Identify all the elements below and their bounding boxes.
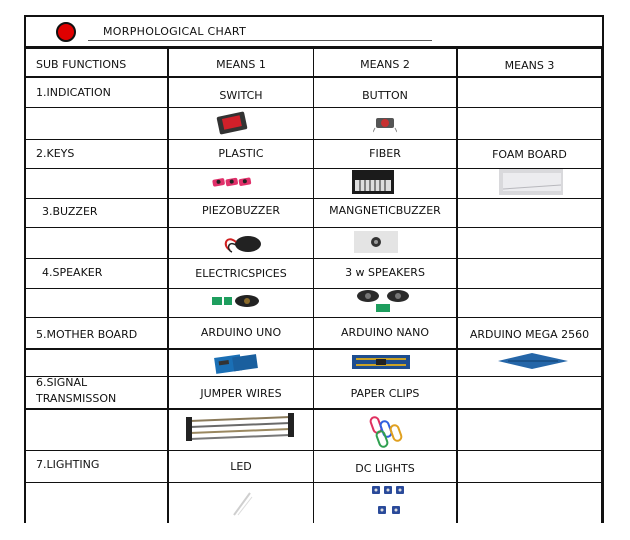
row-divider — [24, 227, 604, 228]
means-arduino-uno: ARDUINO UNO — [200, 326, 282, 339]
dc-lights-image — [370, 484, 414, 520]
push-button-image — [373, 113, 397, 133]
foam-board-image — [499, 169, 563, 195]
means-fiber: FIBER — [369, 147, 401, 160]
function-speaker: 4.SPEAKER — [42, 266, 103, 279]
led-image — [230, 487, 256, 517]
function-buzzer: 3.BUZZER — [42, 205, 98, 218]
row-divider — [24, 258, 604, 259]
column-divider — [313, 47, 314, 523]
row-divider — [24, 376, 604, 377]
speakers-image — [354, 288, 412, 314]
function-mother-board: 5.MOTHER BOARD — [36, 328, 138, 341]
row-divider — [24, 47, 604, 49]
means-led: LED — [230, 460, 252, 473]
means-3w-speakers: 3 w SPEAKERS — [345, 266, 425, 279]
row-divider — [24, 408, 604, 410]
jumper-wires-image — [186, 413, 294, 447]
row-divider — [24, 348, 604, 350]
title-underline — [88, 40, 432, 41]
function-signal-line-2: TRANSMISSON — [36, 392, 117, 405]
arduino-mega-image — [496, 352, 570, 370]
header-means-2: MEANS 2 — [360, 58, 410, 71]
means-dc-lights: DC LIGHTS — [355, 462, 415, 475]
row-divider — [24, 482, 604, 483]
column-divider — [456, 47, 458, 523]
magnetic-buzzer-image — [354, 231, 398, 253]
piezo-buzzer-image — [220, 230, 264, 256]
chart-title: MORPHOLOGICAL CHART — [103, 25, 247, 38]
function-lighting: 7.LIGHTING — [36, 458, 100, 471]
row-divider — [24, 107, 604, 108]
means-button: BUTTON — [362, 89, 408, 102]
means-piezobuzzer: PIEZOBUZZER — [201, 204, 281, 217]
arduino-nano-image — [350, 352, 412, 372]
red-rocker-switch-image — [215, 111, 249, 135]
means-plastic: PLASTIC — [218, 147, 264, 160]
electric-speaker-parts-image — [210, 292, 264, 310]
means-arduino-mega: ARDUINO MEGA 2560 — [469, 328, 590, 341]
function-signal-line-1: 6.SIGNAL — [36, 376, 88, 389]
row-divider — [24, 139, 604, 140]
row-divider — [24, 198, 604, 199]
row-divider — [24, 450, 604, 451]
fiber-keyboard-image — [351, 168, 395, 196]
red-circle-icon — [56, 22, 76, 42]
function-indication: 1.INDICATION — [36, 86, 111, 99]
table-border-left — [24, 47, 26, 523]
means-foam-board: FOAM BOARD — [492, 148, 567, 161]
means-electricspices: ELECTRICSPICES — [195, 267, 287, 280]
column-divider — [167, 47, 169, 523]
means-switch: SWITCH — [219, 89, 263, 102]
means-arduino-nano: ARDUINO NANO — [341, 326, 429, 339]
title-row — [24, 15, 604, 47]
row-divider — [24, 76, 604, 78]
row-divider — [24, 317, 604, 318]
morphological-chart — [24, 15, 604, 523]
plastic-keys-image — [210, 169, 260, 197]
chart-table — [24, 47, 604, 523]
arduino-uno-image — [211, 351, 261, 375]
function-keys: 2.KEYS — [36, 147, 75, 160]
header-means-1: MEANS 1 — [216, 58, 266, 71]
header-means-3: MEANS 3 — [504, 59, 555, 72]
means-jumper-wires: JUMPER WIRES — [200, 387, 282, 400]
table-border-right — [601, 47, 604, 523]
paper-clips-image — [368, 415, 408, 449]
row-divider — [24, 288, 604, 289]
header-sub-functions: SUB FUNCTIONS — [36, 58, 127, 71]
means-mangneticbuzzer: MANGNETICBUZZER — [329, 204, 441, 217]
means-paper-clips: PAPER CLIPS — [350, 387, 420, 400]
